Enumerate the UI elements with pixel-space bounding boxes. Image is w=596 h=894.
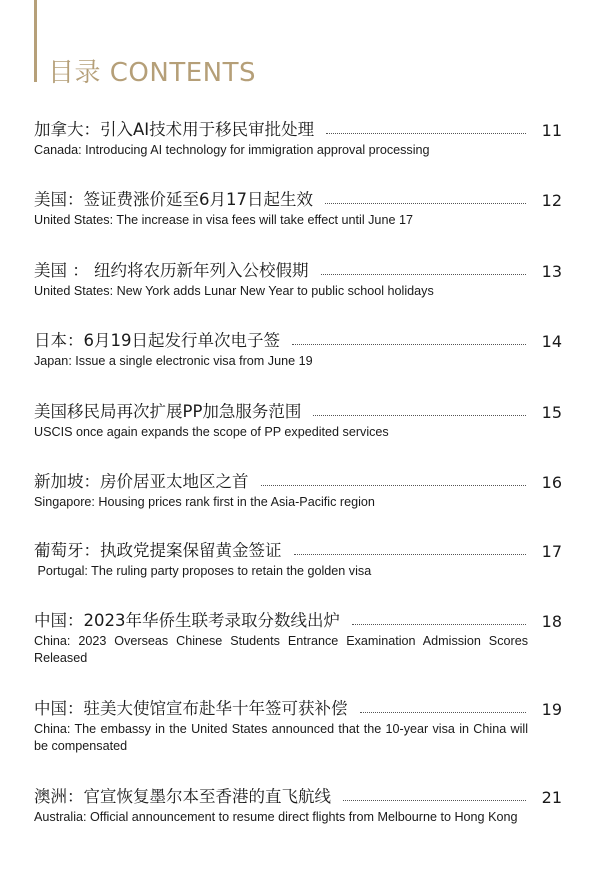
dot-leader <box>360 712 527 713</box>
dot-leader <box>292 344 526 345</box>
page-number: 19 <box>541 700 562 719</box>
entry-title-zh: 中国：驻美大使馆宣布赴华十年签可获补偿 <box>34 699 348 718</box>
entry-title-zh: 新加坡：房价居亚太地区之首 <box>34 472 249 491</box>
entry-title-en: United States: New York adds Lunar New Year to public school holidays <box>34 284 434 298</box>
page-number: 13 <box>541 262 562 281</box>
entry-title-en: Portugal: The ruling party proposes to retain the golden visa <box>34 564 372 578</box>
entry-title-zh: 美国 ： 纽约将农历新年列入公校假期 <box>34 261 309 280</box>
toc-entry[interactable] <box>34 329 562 370</box>
page-number: 16 <box>541 473 562 492</box>
page-number: 11 <box>541 121 562 140</box>
dot-leader <box>352 624 526 625</box>
page-number: 18 <box>541 612 562 631</box>
dot-leader <box>261 485 527 486</box>
accent-bar <box>34 0 37 82</box>
entry-title-zh: 葡萄牙：执政党提案保留黄金签证 <box>34 541 282 560</box>
entry-title-en: Singapore: Housing prices rank first in the Asia-Pacific region <box>34 495 375 509</box>
entry-title-zh: 美国：签证费涨价延至6月17日起生效 <box>34 190 313 209</box>
entry-title-en: Australia: Official announcement to resume direct flights from Melbourne to Hong Kong <box>34 810 518 824</box>
entry-title-zh: 加拿大：引入AI技术用于移民审批处理 <box>34 120 315 139</box>
entry-title-zh: 日本：6月19日起发行单次电子签 <box>34 331 280 350</box>
toc-entry[interactable] <box>34 259 562 300</box>
entry-title-en: China: 2023 Overseas Chinese Students Entrance Examination Admission Scores Released <box>34 634 528 665</box>
entry-title-zh: 澳洲：官宣恢复墨尔本至香港的直飞航线 <box>34 787 331 806</box>
toc-entry[interactable] <box>34 470 562 511</box>
dot-leader <box>313 415 526 416</box>
dot-leader <box>325 203 526 204</box>
entry-title-en: United States: The increase in visa fees will take effect until June 17 <box>34 213 413 227</box>
entry-title-zh: 美国移民局再次扩展PP加急服务范围 <box>34 402 302 421</box>
toc-entry[interactable] <box>34 539 562 580</box>
page-title: 目录 CONTENTS <box>48 58 256 88</box>
page-number: 21 <box>541 788 562 807</box>
dot-leader <box>343 800 526 801</box>
toc-entry[interactable] <box>34 785 562 826</box>
page-number: 17 <box>541 542 562 561</box>
entry-title-en: USCIS once again expands the scope of PP expedited services <box>34 425 389 439</box>
dot-leader <box>321 274 527 275</box>
page-number: 12 <box>541 191 562 210</box>
toc-entry[interactable] <box>34 609 562 667</box>
entry-title-en: China: The embassy in the United States announced that the 10-year visa in China will be compensated <box>34 722 528 753</box>
entry-title-en: Japan: Issue a single electronic visa from June 19 <box>34 354 313 368</box>
entry-title-zh: 中国：2023年华侨生联考录取分数线出炉 <box>34 611 340 630</box>
toc-entry[interactable] <box>34 118 562 159</box>
toc-entry[interactable] <box>34 697 562 755</box>
page-number: 15 <box>541 403 562 422</box>
toc-entry[interactable] <box>34 188 562 229</box>
dot-leader <box>326 133 526 134</box>
toc-entry[interactable] <box>34 400 562 441</box>
page-number: 14 <box>541 332 562 351</box>
entry-title-en: Canada: Introducing AI technology for immigration approval processing <box>34 143 430 157</box>
dot-leader <box>294 554 527 555</box>
